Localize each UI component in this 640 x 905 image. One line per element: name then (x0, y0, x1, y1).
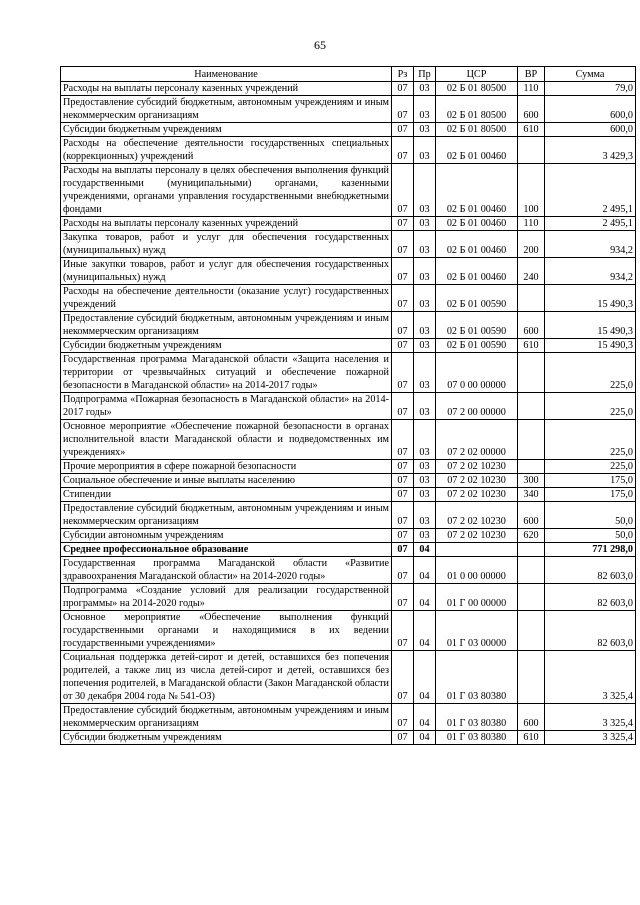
table-row (61, 584, 636, 611)
cell-csr: 07 2 02 10230 (436, 529, 518, 543)
cell-csr: 02 Б 01 00460 (436, 217, 518, 231)
cell-sum: 600,0 (545, 96, 636, 123)
cell-name: Прочие мероприятия в сфере пожарной безопасности (61, 460, 392, 474)
cell-csr: 02 Б 01 00590 (436, 312, 518, 339)
cell-vr: 610 (518, 123, 545, 137)
cell-rz: 07 (392, 217, 414, 231)
cell-csr: 01 Г 03 80380 (436, 651, 518, 704)
cell-pr: 03 (414, 420, 436, 460)
cell-sum: 15 490,3 (545, 312, 636, 339)
table-row (61, 393, 636, 420)
cell-rz: 07 (392, 137, 414, 164)
cell-name: Субсидии бюджетным учреждениям (61, 731, 392, 745)
cell-vr: 600 (518, 312, 545, 339)
cell-name: Среднее профессиональное образование (61, 543, 392, 557)
cell-rz: 07 (392, 529, 414, 543)
cell-csr: 02 Б 01 80500 (436, 82, 518, 96)
table-row (61, 258, 636, 285)
cell-sum: 225,0 (545, 420, 636, 460)
cell-rz: 07 (392, 420, 414, 460)
cell-name: Основное мероприятие «Обеспечение выполнения функций государственными органами и находящимися в их ведении государственными учреждениями» (61, 611, 392, 651)
table-row (61, 611, 636, 651)
cell-pr: 03 (414, 231, 436, 258)
cell-name: Расходы на выплаты персоналу казенных учреждений (61, 217, 392, 231)
cell-sum: 175,0 (545, 488, 636, 502)
cell-sum: 934,2 (545, 258, 636, 285)
cell-csr: 01 0 00 00000 (436, 557, 518, 584)
cell-rz: 07 (392, 584, 414, 611)
cell-csr: 01 Г 03 80380 (436, 731, 518, 745)
cell-vr: 610 (518, 339, 545, 353)
cell-name: Субсидии автономным учреждениям (61, 529, 392, 543)
cell-vr (518, 285, 545, 312)
cell-csr: 02 Б 01 00590 (436, 285, 518, 312)
cell-vr (518, 420, 545, 460)
cell-pr: 04 (414, 584, 436, 611)
cell-pr: 03 (414, 529, 436, 543)
cell-pr: 03 (414, 312, 436, 339)
cell-rz: 07 (392, 285, 414, 312)
cell-csr: 02 Б 01 00460 (436, 137, 518, 164)
header-pr: Пр (414, 67, 436, 82)
cell-vr: 100 (518, 164, 545, 217)
cell-pr: 03 (414, 285, 436, 312)
table-row (61, 529, 636, 543)
cell-pr: 04 (414, 651, 436, 704)
cell-sum: 771 298,0 (545, 543, 636, 557)
cell-csr (436, 543, 518, 557)
cell-csr: 07 2 02 10230 (436, 488, 518, 502)
cell-rz: 07 (392, 164, 414, 217)
cell-sum: 3 325,4 (545, 731, 636, 745)
cell-vr: 600 (518, 502, 545, 529)
cell-pr: 03 (414, 460, 436, 474)
table-header-row (61, 67, 636, 82)
cell-pr: 04 (414, 704, 436, 731)
cell-name: Социальная поддержка детей-сирот и детей, оставшихся без попечения родителей, а также лиц из числа детей-сирот и детей, оставшихся без попечения родителей, в Магаданской области (Закон Магаданской области от 30 декабря 2004 года № 541-ОЗ) (61, 651, 392, 704)
cell-sum: 79,0 (545, 82, 636, 96)
cell-vr: 600 (518, 96, 545, 123)
cell-pr: 03 (414, 353, 436, 393)
cell-csr: 02 Б 01 00460 (436, 258, 518, 285)
cell-pr: 03 (414, 488, 436, 502)
table-row (61, 543, 636, 557)
cell-name: Государственная программа Магаданской области «Развитие здравоохранения Магаданской области» на 2014-2020 годы» (61, 557, 392, 584)
cell-name: Закупка товаров, работ и услуг для обеспечения государственных (муниципальных) нужд (61, 231, 392, 258)
cell-name: Субсидии бюджетным учреждениям (61, 123, 392, 137)
cell-sum: 600,0 (545, 123, 636, 137)
cell-vr: 620 (518, 529, 545, 543)
cell-pr: 03 (414, 217, 436, 231)
table-row (61, 217, 636, 231)
table-row (61, 285, 636, 312)
cell-name: Предоставление субсидий бюджетным, автономным учреждениям и иным некоммерческим организациям (61, 312, 392, 339)
cell-name: Подпрограмма «Создание условий для реализации государственной программы» на 2014-2020 годы» (61, 584, 392, 611)
cell-sum: 82 603,0 (545, 584, 636, 611)
cell-pr: 03 (414, 82, 436, 96)
header-sum: Сумма (545, 67, 636, 82)
cell-pr: 04 (414, 557, 436, 584)
cell-sum: 3 325,4 (545, 651, 636, 704)
cell-vr (518, 651, 545, 704)
cell-vr: 200 (518, 231, 545, 258)
cell-rz: 07 (392, 543, 414, 557)
cell-rz: 07 (392, 82, 414, 96)
cell-vr: 110 (518, 82, 545, 96)
cell-sum: 50,0 (545, 529, 636, 543)
cell-vr: 240 (518, 258, 545, 285)
cell-csr: 01 Г 00 00000 (436, 584, 518, 611)
cell-rz: 07 (392, 393, 414, 420)
cell-vr (518, 543, 545, 557)
cell-vr (518, 393, 545, 420)
cell-sum: 225,0 (545, 393, 636, 420)
cell-pr: 03 (414, 502, 436, 529)
cell-rz: 07 (392, 123, 414, 137)
header-rz: Рз (392, 67, 414, 82)
cell-pr: 03 (414, 96, 436, 123)
cell-name: Субсидии бюджетным учреждениям (61, 339, 392, 353)
cell-rz: 07 (392, 611, 414, 651)
header-name: Наименование (61, 67, 392, 82)
cell-vr: 610 (518, 731, 545, 745)
cell-name: Расходы на выплаты персоналу казенных учреждений (61, 82, 392, 96)
cell-name: Иные закупки товаров, работ и услуг для обеспечения государственных (муниципальных) нужд (61, 258, 392, 285)
cell-name: Расходы на обеспечение деятельности государственных специальных (коррекционных) учреждений (61, 137, 392, 164)
cell-sum: 225,0 (545, 353, 636, 393)
cell-vr: 340 (518, 488, 545, 502)
cell-name: Государственная программа Магаданской области «Защита населения и территории от чрезвычайных ситуаций и обеспечение пожарной безопасности в Магаданской области» на 2014-2017 годы» (61, 353, 392, 393)
table-row (61, 460, 636, 474)
table-row (61, 96, 636, 123)
cell-csr: 07 2 00 00000 (436, 393, 518, 420)
cell-sum: 82 603,0 (545, 557, 636, 584)
cell-rz: 07 (392, 651, 414, 704)
cell-csr: 02 Б 01 00460 (436, 164, 518, 217)
table-row (61, 164, 636, 217)
cell-rz: 07 (392, 353, 414, 393)
cell-pr: 04 (414, 611, 436, 651)
cell-name: Расходы на выплаты персоналу в целях обеспечения выполнения функций государственными (муниципальными) органами, казенными учреждениями, органами управления государственными внебюджетными фондами (61, 164, 392, 217)
cell-name: Основное мероприятие «Обеспечение пожарной безопасности в органах исполнительной власти Магаданской области и подведомственных им учреждениях» (61, 420, 392, 460)
cell-pr: 03 (414, 164, 436, 217)
cell-sum: 2 495,1 (545, 164, 636, 217)
cell-vr (518, 557, 545, 584)
table-row (61, 312, 636, 339)
cell-rz: 07 (392, 231, 414, 258)
cell-rz: 07 (392, 339, 414, 353)
table-row (61, 339, 636, 353)
cell-vr (518, 584, 545, 611)
cell-csr: 02 Б 01 80500 (436, 123, 518, 137)
cell-sum: 934,2 (545, 231, 636, 258)
table-row (61, 353, 636, 393)
cell-rz: 07 (392, 557, 414, 584)
cell-name: Подпрограмма «Пожарная безопасность в Магаданской области» на 2014-2017 годы» (61, 393, 392, 420)
header-vr: ВР (518, 67, 545, 82)
cell-vr (518, 353, 545, 393)
cell-pr: 03 (414, 339, 436, 353)
cell-sum: 82 603,0 (545, 611, 636, 651)
cell-pr: 03 (414, 393, 436, 420)
cell-rz: 07 (392, 502, 414, 529)
cell-csr: 02 Б 01 00590 (436, 339, 518, 353)
cell-vr: 110 (518, 217, 545, 231)
page-number: 65 (314, 38, 326, 52)
cell-name: Предоставление субсидий бюджетным, автономным учреждениям и иным некоммерческим организациям (61, 704, 392, 731)
cell-csr: 02 Б 01 00460 (436, 231, 518, 258)
cell-sum: 2 495,1 (545, 217, 636, 231)
cell-csr: 07 0 00 00000 (436, 353, 518, 393)
cell-rz: 07 (392, 258, 414, 285)
cell-pr: 03 (414, 123, 436, 137)
table-row (61, 420, 636, 460)
table-row (61, 474, 636, 488)
cell-pr: 04 (414, 731, 436, 745)
cell-vr (518, 460, 545, 474)
cell-pr: 03 (414, 258, 436, 285)
cell-sum: 15 490,3 (545, 285, 636, 312)
cell-csr: 02 Б 01 80500 (436, 96, 518, 123)
cell-name: Стипендии (61, 488, 392, 502)
cell-sum: 3 429,3 (545, 137, 636, 164)
cell-csr: 01 Г 03 80380 (436, 704, 518, 731)
header-csr: ЦСР (436, 67, 518, 82)
cell-csr: 07 2 02 10230 (436, 474, 518, 488)
cell-name: Предоставление субсидий бюджетным, автономным учреждениям и иным некоммерческим организациям (61, 502, 392, 529)
table-row (61, 557, 636, 584)
cell-rz: 07 (392, 731, 414, 745)
cell-rz: 07 (392, 312, 414, 339)
cell-csr: 07 2 02 10230 (436, 460, 518, 474)
cell-sum: 15 490,3 (545, 339, 636, 353)
table-row (61, 123, 636, 137)
cell-rz: 07 (392, 460, 414, 474)
cell-pr: 03 (414, 137, 436, 164)
cell-rz: 07 (392, 96, 414, 123)
table-row (61, 231, 636, 258)
cell-sum: 3 325,4 (545, 704, 636, 731)
cell-name: Социальное обеспечение и иные выплаты населению (61, 474, 392, 488)
table-row (61, 502, 636, 529)
cell-vr (518, 137, 545, 164)
cell-name: Предоставление субсидий бюджетным, автономным учреждениям и иным некоммерческим организациям (61, 96, 392, 123)
cell-pr: 03 (414, 474, 436, 488)
cell-sum: 50,0 (545, 502, 636, 529)
cell-name: Расходы на обеспечение деятельности (оказание услуг) государственных учреждений (61, 285, 392, 312)
table-row (61, 731, 636, 745)
cell-csr: 07 2 02 00000 (436, 420, 518, 460)
cell-csr: 01 Г 03 00000 (436, 611, 518, 651)
cell-sum: 175,0 (545, 474, 636, 488)
cell-vr: 300 (518, 474, 545, 488)
table-row (61, 488, 636, 502)
table-row (61, 82, 636, 96)
cell-vr (518, 611, 545, 651)
cell-vr: 600 (518, 704, 545, 731)
table-row (61, 704, 636, 731)
budget-table (60, 66, 636, 745)
table-body (61, 82, 636, 745)
cell-rz: 07 (392, 474, 414, 488)
table-row (61, 651, 636, 704)
table-row (61, 137, 636, 164)
cell-sum: 225,0 (545, 460, 636, 474)
cell-csr: 07 2 02 10230 (436, 502, 518, 529)
cell-pr: 04 (414, 543, 436, 557)
cell-rz: 07 (392, 704, 414, 731)
cell-rz: 07 (392, 488, 414, 502)
